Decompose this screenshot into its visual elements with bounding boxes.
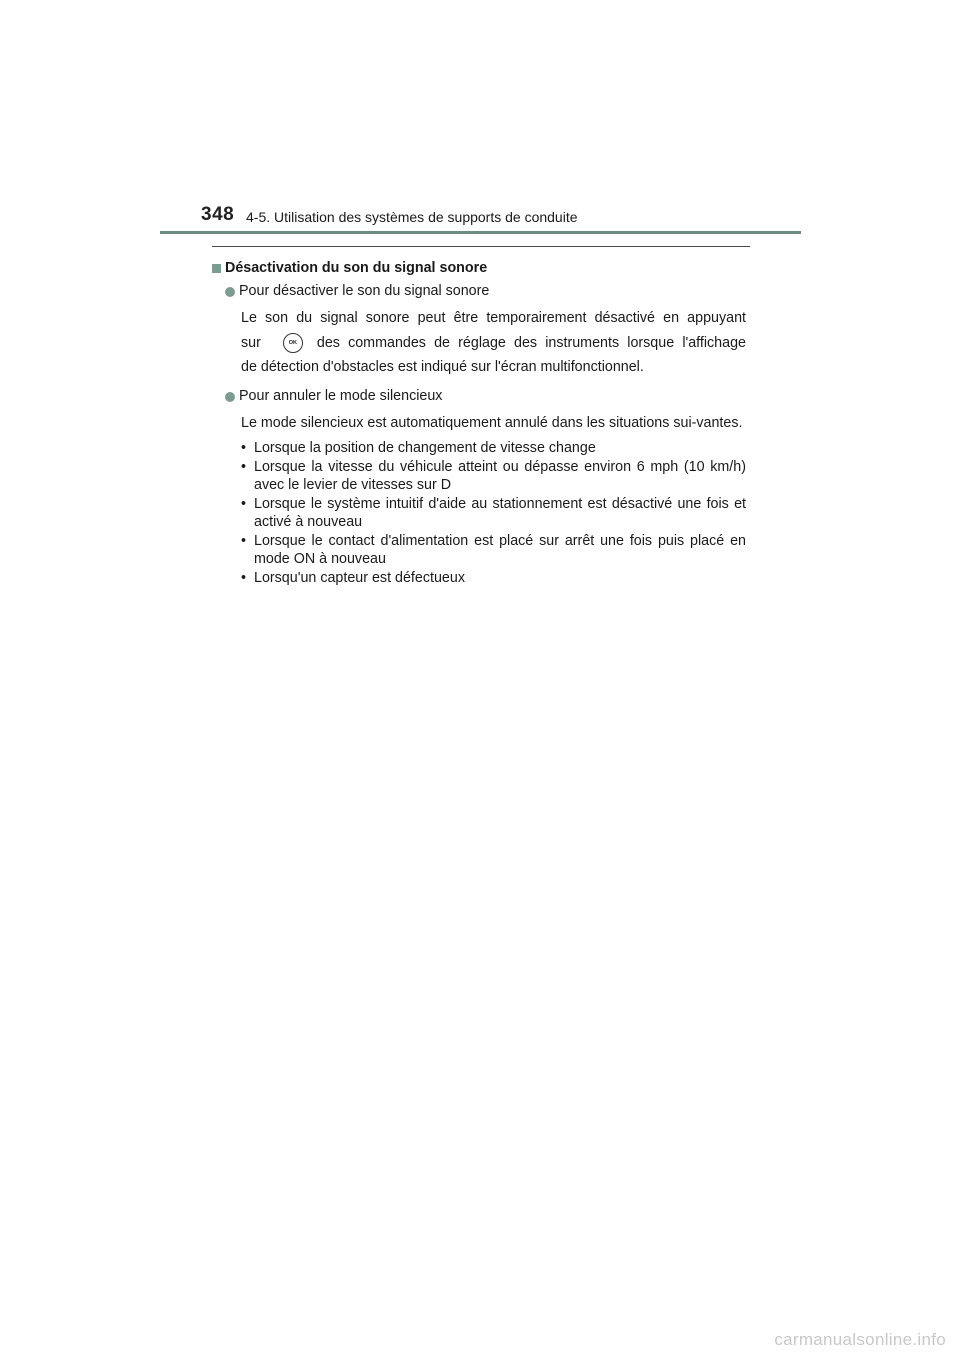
page-number: 348 — [201, 204, 235, 225]
watermark: carmanualsonline.info — [774, 1330, 946, 1349]
list-item: • Lorsqu'un capteur est défectueux — [241, 569, 465, 586]
item-heading-text: Pour annuler le mode silencieux — [239, 388, 443, 404]
paragraph-word: sur — [241, 334, 261, 351]
section-heading-text: Désactivation du son du signal sonore — [225, 260, 488, 276]
situation-list — [241, 439, 746, 587]
bullet-dot: • — [241, 440, 247, 456]
chapter-title: 4-5. Utilisation des systèmes de supports de conduite — [246, 209, 578, 225]
circle-bullet-icon — [225, 392, 235, 402]
item-heading — [225, 280, 746, 303]
item-heading — [225, 385, 746, 408]
header-divider — [160, 231, 801, 234]
square-bullet-icon — [212, 264, 221, 273]
paragraph-line-with-button — [241, 330, 746, 356]
page-content — [212, 257, 746, 587]
bullet-dot: • — [241, 458, 247, 475]
item-heading-text: Pour désactiver le son du signal sonore — [239, 283, 490, 299]
paragraph: Le mode silencieux est automatiquement annulé dans les situations sui-vantes. — [241, 415, 743, 431]
ok-button-icon: OK — [283, 333, 303, 353]
section-divider — [212, 246, 750, 247]
section-heading — [212, 257, 746, 280]
paragraph-line: des commandes de réglage des instruments lorsque l'affichage — [316, 334, 746, 351]
list-item: • Lorsque le système intuitif d'aide au stationnement est désactivé une fois et activé à nouveau — [241, 495, 746, 530]
list-item: • Lorsque la vitesse du véhicule atteint ou dépasse environ 6 mph (10 km/h) avec le levier de vitesses sur D — [241, 458, 746, 493]
list-item: • Lorsque la position de changement de vitesse change — [241, 440, 596, 456]
bullet-dot: • — [241, 569, 247, 586]
list-item: • Lorsque le contact d'alimentation est placé sur arrêt une fois puis placé en mode ON à nouveau — [241, 532, 746, 567]
bullet-dot: • — [241, 532, 247, 549]
paragraph-line: de détection d'obstacles est indiqué sur l'écran multifonctionnel. — [241, 359, 644, 375]
bullet-dot: • — [241, 495, 247, 512]
paragraph-line: Le son du signal sonore peut être temporairement désactivé en appuyant — [241, 310, 746, 326]
circle-bullet-icon — [225, 287, 235, 297]
